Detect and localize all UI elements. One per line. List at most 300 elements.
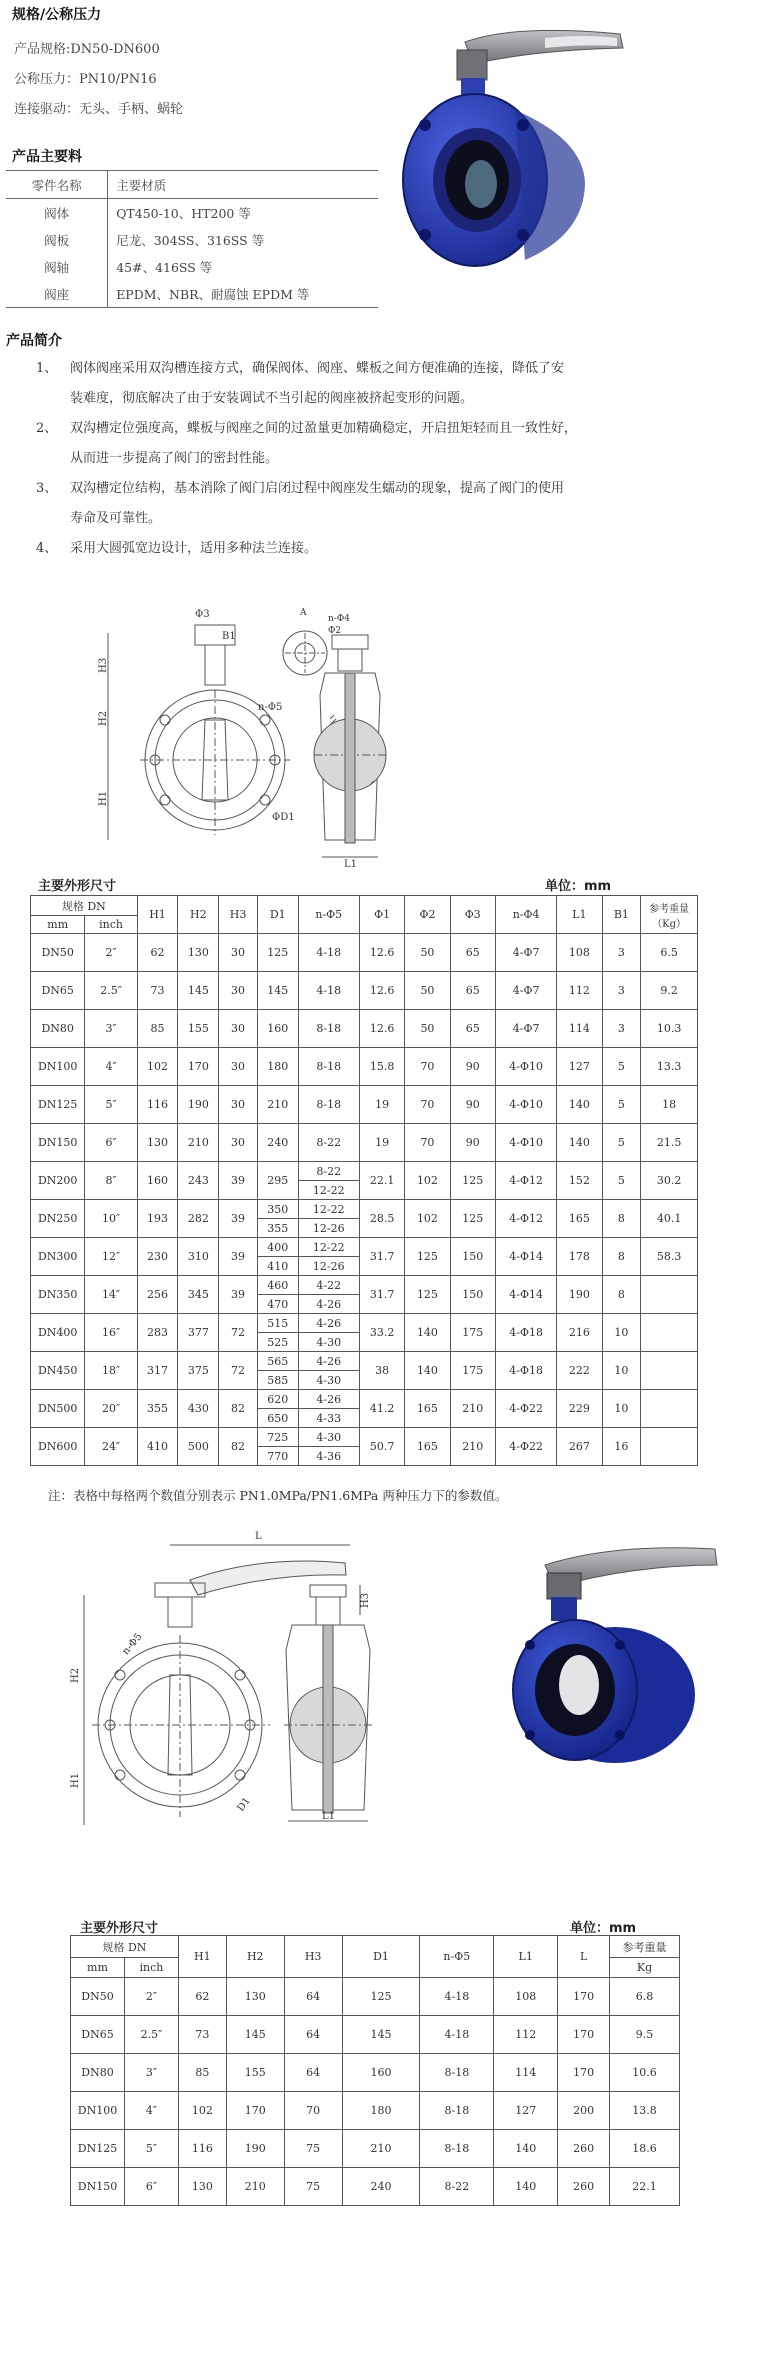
table1-cell-w — [641, 1390, 698, 1428]
table1-cell-h1: 317 — [137, 1352, 178, 1390]
table1-cell-p2: 165 — [405, 1428, 450, 1466]
table2-cell-h3: 75 — [284, 2168, 342, 2206]
table1-row — [31, 1048, 698, 1086]
table1-cell-l1: 229 — [557, 1390, 602, 1428]
table2-unit: 单位：mm — [570, 1921, 637, 1936]
table1-cell-l1: 108 — [557, 934, 602, 972]
table1-cell-w: 21.5 — [641, 1124, 698, 1162]
table1-cell-h2: 210 — [178, 1124, 219, 1162]
table1-cell-p1: 33.2 — [359, 1314, 404, 1352]
table1-cell-h2: 500 — [178, 1428, 219, 1466]
table1-cell-n4: 4-Φ18 — [495, 1314, 556, 1352]
table1-cell-dn: DN400 — [31, 1314, 85, 1352]
table1-cell-inch: 2″ — [85, 934, 137, 972]
table1-cell-n5: 4-26 — [298, 1314, 359, 1333]
table1-cell-dn: DN125 — [31, 1086, 85, 1124]
table1-cell-p2: 70 — [405, 1124, 450, 1162]
table1-cell-b1: 5 — [602, 1124, 641, 1162]
table1-cell-l1: 216 — [557, 1314, 602, 1352]
table2-caption: 主要外形尺寸 — [80, 1921, 159, 1936]
label-phi3: Φ3 — [195, 609, 210, 620]
table1-head-dn: 规格 DN — [31, 896, 138, 916]
table1-cell-d1: 770 — [257, 1447, 298, 1466]
table1-cell-dn: DN200 — [31, 1162, 85, 1200]
table2-head-h2: H2 — [226, 1936, 284, 1978]
table1-cell-l1: 190 — [557, 1276, 602, 1314]
table1-cell-b1: 8 — [602, 1238, 641, 1276]
table2-cell-weight: 10.6 — [610, 2054, 680, 2092]
table2-cell-l1: 127 — [494, 2092, 558, 2130]
table1-cell-l1: 140 — [557, 1124, 602, 1162]
spec-line-size: 产品规格:DN50-DN600 — [14, 42, 160, 57]
table1-cell-n5: 4-18 — [298, 934, 359, 972]
table1-head-phi3: Φ3 — [450, 896, 495, 934]
table2-cell-l: 170 — [558, 2016, 610, 2054]
table1-cell-dn: DN80 — [31, 1010, 85, 1048]
table1-cell-h3: 39 — [219, 1238, 258, 1276]
table1-cell-b1: 3 — [602, 1010, 641, 1048]
table1-cell-dn: DN600 — [31, 1428, 85, 1466]
table1-cell-inch: 16″ — [85, 1314, 137, 1352]
table1-cell-dn: DN300 — [31, 1238, 85, 1276]
materials-header-material: 主要材质 — [108, 171, 378, 199]
materials-material: QT450-10、HT200 等 — [116, 205, 251, 221]
table2-cell-n5: 8-18 — [420, 2054, 494, 2092]
table1-cell-w — [641, 1314, 698, 1352]
intro-num: 3、 — [36, 481, 58, 496]
table1-note: 注：表格中每格两个数值分别表示 PN1.0MPa/PN1.6MPa 两种压力下的参数值。 — [48, 1488, 508, 1503]
table1-cell-h2: 310 — [178, 1238, 219, 1276]
table1-cell-inch: 10″ — [85, 1200, 137, 1238]
intro-line: 双沟槽定位强度高，蝶板与阀座之间的过盈量更加精确稳定，开启扭矩轻而且一致性好， — [70, 421, 578, 436]
table2-cell-h1: 130 — [178, 2168, 226, 2206]
table2-cell-weight: 22.1 — [610, 2168, 680, 2206]
table1-cell-n4: 4-Φ10 — [495, 1086, 556, 1124]
table2-cell-weight: 18.6 — [610, 2130, 680, 2168]
table1-cell-h1: 230 — [137, 1238, 178, 1276]
table1-cell-h1: 130 — [137, 1124, 178, 1162]
table1-cell-dn: DN65 — [31, 972, 85, 1010]
intro-line: 采用大圆弧宽边设计，适用多种法兰连接。 — [70, 541, 318, 556]
table2-cell-l: 200 — [558, 2092, 610, 2130]
table1-cell-n5: 12-22 — [298, 1238, 359, 1257]
table2-cell-h2: 210 — [226, 2168, 284, 2206]
table1-cell-p3: 65 — [450, 972, 495, 1010]
table1-cell-d1: 400 — [257, 1238, 298, 1257]
table1-cell-d1: 355 — [257, 1219, 298, 1238]
table1-cell-h2: 155 — [178, 1010, 219, 1048]
table1-cell-h2: 377 — [178, 1314, 219, 1352]
table1-cell-d1: 725 — [257, 1428, 298, 1447]
materials-row — [6, 226, 378, 253]
table1-cell-inch: 6″ — [85, 1124, 137, 1162]
table2-row — [71, 1978, 680, 2016]
table1-cell-n5: 4-26 — [298, 1390, 359, 1409]
table1-cell-d1: 410 — [257, 1257, 298, 1276]
table1-cell-p3: 210 — [450, 1390, 495, 1428]
table1-cell-h3: 39 — [219, 1276, 258, 1314]
table1-head-h2: H2 — [178, 896, 219, 934]
table2-cell-h2: 155 — [226, 2054, 284, 2092]
table1-cell-inch: 18″ — [85, 1352, 137, 1390]
table1-cell-l1: 267 — [557, 1428, 602, 1466]
table1-cell-p2: 165 — [405, 1390, 450, 1428]
table1-cell-h2: 190 — [178, 1086, 219, 1124]
table1-cell-p3: 175 — [450, 1352, 495, 1390]
table1-head-n5: n-Φ5 — [298, 896, 359, 934]
table1-cell-p2: 140 — [405, 1352, 450, 1390]
table2-head-kg: Kg — [610, 1958, 680, 1978]
table2-cell-l1: 108 — [494, 1978, 558, 2016]
table1-cell-dn: DN500 — [31, 1390, 85, 1428]
table1-cell-w: 58.3 — [641, 1238, 698, 1276]
table1-cell-w: 18 — [641, 1086, 698, 1124]
table1-cell-l1: 178 — [557, 1238, 602, 1276]
table1-cell-p3: 65 — [450, 934, 495, 972]
table1-cell-d1: 295 — [257, 1162, 298, 1200]
table1-cell-d1: 470 — [257, 1295, 298, 1314]
table1-cell-p3: 210 — [450, 1428, 495, 1466]
table1-cell-dn: DN350 — [31, 1276, 85, 1314]
table1-cell-h2: 243 — [178, 1162, 219, 1200]
table2-cell-d1: 180 — [342, 2092, 420, 2130]
table1-row — [31, 1428, 698, 1447]
table1-cell-b1: 5 — [602, 1048, 641, 1086]
spec-title: 规格/公称压力 — [12, 7, 102, 23]
table1-cell-n4: 4-Φ12 — [495, 1162, 556, 1200]
table1-cell-w — [641, 1276, 698, 1314]
table1-cell-n5: 12-26 — [298, 1257, 359, 1276]
table1-cell-d1: 565 — [257, 1352, 298, 1371]
table1-cell-n5: 12-26 — [298, 1219, 359, 1238]
table1-cell-d1: 160 — [257, 1010, 298, 1048]
table1-cell-inch: 14″ — [85, 1276, 137, 1314]
table1-cell-h2: 170 — [178, 1048, 219, 1086]
table2-cell-h3: 70 — [284, 2092, 342, 2130]
intro-line-cont: 寿命及可靠性。 — [70, 511, 162, 526]
table2-row — [71, 2092, 680, 2130]
table2-head-l: L — [558, 1936, 610, 1978]
technical-drawing-2 — [70, 1525, 430, 1825]
table1-cell-n4: 4-Φ10 — [495, 1124, 556, 1162]
table1-row — [31, 1010, 698, 1048]
table2-cell-h2: 190 — [226, 2130, 284, 2168]
table1-head-mm: mm — [31, 916, 85, 934]
table1-body — [31, 934, 698, 1466]
table1-cell-h2: 282 — [178, 1200, 219, 1238]
table1-cell-n4: 4-Φ14 — [495, 1276, 556, 1314]
table2-cell-d1: 240 — [342, 2168, 420, 2206]
intro-item — [0, 534, 780, 564]
label2-h2: H2 — [70, 1667, 81, 1683]
table2-cell-h3: 64 — [284, 2016, 342, 2054]
table1-cell-h1: 193 — [137, 1200, 178, 1238]
table2-head-weight: 参考重量 — [610, 1936, 680, 1958]
table1-cell-n4: 4-Φ22 — [495, 1390, 556, 1428]
table1-cell-inch: 3″ — [85, 1010, 137, 1048]
table2-head-inch: inch — [124, 1958, 178, 1978]
materials-part: 阀座 — [6, 280, 108, 308]
table2-cell-dn: DN50 — [71, 1978, 125, 2016]
table2-cell-n5: 8-22 — [420, 2168, 494, 2206]
table1-cell-w: 10.3 — [641, 1010, 698, 1048]
table1-cell-dn: DN100 — [31, 1048, 85, 1086]
table2-cell-weight: 6.8 — [610, 1978, 680, 2016]
table2-cell-inch: 2″ — [124, 1978, 178, 2016]
table2-cell-dn: DN65 — [71, 2016, 125, 2054]
materials-row — [6, 280, 378, 308]
table1-cell-w: 6.5 — [641, 934, 698, 972]
table2-cell-d1: 125 — [342, 1978, 420, 2016]
table1-cell-h2: 375 — [178, 1352, 219, 1390]
table2-cell-dn: DN150 — [71, 2168, 125, 2206]
table1-cell-p1: 41.2 — [359, 1390, 404, 1428]
table1-cell-inch: 4″ — [85, 1048, 137, 1086]
table1-cell-h3: 72 — [219, 1314, 258, 1352]
table1-cell-p2: 140 — [405, 1314, 450, 1352]
table1-cell-d1: 210 — [257, 1086, 298, 1124]
label-h3: H3 — [98, 657, 109, 673]
table1-cell-p1: 19 — [359, 1086, 404, 1124]
table1-cell-h1: 256 — [137, 1276, 178, 1314]
table2-cell-h1: 73 — [178, 2016, 226, 2054]
materials-row — [6, 199, 378, 227]
intro-num: 1、 — [36, 361, 58, 376]
table1-cell-n5: 8-22 — [298, 1124, 359, 1162]
table1-cell-h3: 30 — [219, 1010, 258, 1048]
table1-cell-l1: 222 — [557, 1352, 602, 1390]
table1-cell-dn: DN250 — [31, 1200, 85, 1238]
materials-part: 阀板 — [6, 226, 108, 253]
table1-cell-p2: 102 — [405, 1162, 450, 1200]
table1-row — [31, 1124, 698, 1162]
table1-cell-p3: 125 — [450, 1200, 495, 1238]
table1-cell-n4: 4-Φ7 — [495, 1010, 556, 1048]
label-b1: B1 — [222, 631, 236, 642]
table1-cell-inch: 2.5″ — [85, 972, 137, 1010]
table1-cell-d1: 515 — [257, 1314, 298, 1333]
table1-cell-p2: 102 — [405, 1200, 450, 1238]
spec-line-pressure: 公称压力：PN10/PN16 — [14, 72, 157, 87]
table2-cell-l: 170 — [558, 1978, 610, 2016]
table1-head-inch: inch — [85, 916, 137, 934]
table1-cell-inch: 20″ — [85, 1390, 137, 1428]
table1-cell-h3: 82 — [219, 1390, 258, 1428]
table1-cell-p2: 70 — [405, 1048, 450, 1086]
table2-cell-l1: 112 — [494, 2016, 558, 2054]
table1-cell-p3: 90 — [450, 1048, 495, 1086]
table1-cell-h2: 130 — [178, 934, 219, 972]
table2-cell-n5: 4-18 — [420, 2016, 494, 2054]
table1-cell-p3: 150 — [450, 1276, 495, 1314]
table1-cell-n5: 4-30 — [298, 1371, 359, 1390]
table2-cell-n5: 8-18 — [420, 2092, 494, 2130]
label-n-phi4: n-Φ4 — [328, 614, 350, 624]
label2-l1: L1 — [322, 1811, 336, 1822]
technical-drawing-1 — [100, 595, 430, 870]
table2-cell-inch: 6″ — [124, 2168, 178, 2206]
materials-material: 45#、416SS 等 — [116, 259, 213, 275]
table1-cell-b1: 8 — [602, 1276, 641, 1314]
table1-cell-n5: 12-22 — [298, 1181, 359, 1200]
table1-cell-p1: 22.1 — [359, 1162, 404, 1200]
table1-cell-b1: 5 — [602, 1162, 641, 1200]
intro-line-cont: 装难度，彻底解决了由于安装调试不当引起的阀座被挤起变形的问题。 — [70, 391, 474, 406]
table1-cell-p1: 12.6 — [359, 934, 404, 972]
table1-cell-h3: 30 — [219, 972, 258, 1010]
table1-cell-l1: 114 — [557, 1010, 602, 1048]
label-d1: ΦD1 — [272, 812, 295, 823]
table1-cell-d1: 145 — [257, 972, 298, 1010]
table1-cell-inch: 8″ — [85, 1162, 137, 1200]
intro-line-cont: 从而进一步提高了阀门的密封性能。 — [70, 451, 279, 466]
table1-cell-dn: DN50 — [31, 934, 85, 972]
label-h1: H1 — [98, 790, 109, 806]
table1-cell-p3: 175 — [450, 1314, 495, 1352]
table1-cell-p1: 50.7 — [359, 1428, 404, 1466]
table1-cell-p2: 50 — [405, 934, 450, 972]
table1-cell-p3: 90 — [450, 1124, 495, 1162]
materials-part: 阀轴 — [6, 253, 108, 280]
table2-head-d1: D1 — [342, 1936, 420, 1978]
table1-cell-n5: 4-26 — [298, 1295, 359, 1314]
table1-cell-d1: 650 — [257, 1409, 298, 1428]
intro-line: 双沟槽定位结构，基本消除了阀门启闭过程中阀座发生蠕动的现象，提高了阀门的使用 — [70, 481, 565, 496]
table1-cell-w: 13.3 — [641, 1048, 698, 1086]
table2-cell-h1: 62 — [178, 1978, 226, 2016]
table2-cell-h2: 130 — [226, 1978, 284, 2016]
table1-cell-b1: 10 — [602, 1314, 641, 1352]
table2-cell-l1: 140 — [494, 2168, 558, 2206]
table2-head-n5: n-Φ5 — [420, 1936, 494, 1978]
intro-line: 阀体阀座采用双沟槽连接方式，确保阀体、阀座、蝶板之间方便准确的连接，降低了安 — [70, 361, 565, 376]
table1-cell-h3: 30 — [219, 934, 258, 972]
table1-cell-dn: DN150 — [31, 1124, 85, 1162]
label-phi2: Φ2 — [328, 626, 342, 636]
table1-cell-n4: 4-Φ22 — [495, 1428, 556, 1466]
label-n-phi5: n-Φ5 — [258, 702, 283, 713]
table1-cell-p3: 65 — [450, 1010, 495, 1048]
intro-title: 产品简介 — [6, 333, 62, 349]
table1-cell-n5: 4-33 — [298, 1409, 359, 1428]
intro-item — [0, 354, 780, 384]
label2-d1: D1 — [235, 1795, 253, 1814]
table1-cell-h2: 430 — [178, 1390, 219, 1428]
table1-cell-p2: 50 — [405, 1010, 450, 1048]
table1-row — [31, 1276, 698, 1295]
label2-h3: H3 — [360, 1592, 371, 1608]
table1-cell-b1: 10 — [602, 1390, 641, 1428]
table1-cell-n4: 4-Φ7 — [495, 972, 556, 1010]
table1-cell-inch: 24″ — [85, 1428, 137, 1466]
table1-cell-n4: 4-Φ14 — [495, 1238, 556, 1276]
table1-cell-p3: 90 — [450, 1086, 495, 1124]
table1-cell-w: 9.2 — [641, 972, 698, 1010]
label2-n-phi5: n-Φ5 — [120, 1631, 145, 1658]
materials-material: EPDM、NBR、耐腐蚀 EPDM 等 — [108, 280, 378, 308]
table1-cell-h1: 160 — [137, 1162, 178, 1200]
table2-cell-l: 170 — [558, 2054, 610, 2092]
materials-material: 尼龙、304SS、316SS 等 — [116, 232, 265, 248]
materials-title: 产品主要料 — [12, 149, 82, 165]
materials-header-part: 零件名称 — [6, 171, 108, 199]
table1-unit: 单位：mm — [545, 879, 612, 894]
table1-cell-n5: 8-18 — [298, 1010, 359, 1048]
table2-cell-weight: 13.8 — [610, 2092, 680, 2130]
table2-cell-l1: 114 — [494, 2054, 558, 2092]
table2-cell-n5: 8-18 — [420, 2130, 494, 2168]
table2-cell-h1: 116 — [178, 2130, 226, 2168]
label-h2: H2 — [98, 710, 109, 726]
table2-cell-h3: 64 — [284, 2054, 342, 2092]
table1-cell-d1: 585 — [257, 1371, 298, 1390]
table1-cell-d1: 525 — [257, 1333, 298, 1352]
table1-cell-b1: 3 — [602, 972, 641, 1010]
table2-cell-l1: 140 — [494, 2130, 558, 2168]
materials-header-row — [6, 171, 378, 199]
table1-cell-h3: 39 — [219, 1200, 258, 1238]
table1-cell-n5: 4-36 — [298, 1447, 359, 1466]
table2-head-h1: H1 — [178, 1936, 226, 1978]
table1-cell-inch: 5″ — [85, 1086, 137, 1124]
table1-cell-h1: 410 — [137, 1428, 178, 1466]
table2-cell-dn: DN125 — [71, 2130, 125, 2168]
table1-cell-d1: 620 — [257, 1390, 298, 1409]
table1-cell-n5: 4-18 — [298, 972, 359, 1010]
table2-cell-inch: 2.5″ — [124, 2016, 178, 2054]
table1-head-n4: n-Φ4 — [495, 896, 556, 934]
table1-cell-n4: 4-Φ7 — [495, 934, 556, 972]
table1-cell-d1: 240 — [257, 1124, 298, 1162]
table1-row — [31, 1162, 698, 1181]
table1-cell-p3: 150 — [450, 1238, 495, 1276]
table1-cell-b1: 16 — [602, 1428, 641, 1466]
table1-head-b1: B1 — [602, 896, 641, 934]
table1-cell-b1: 8 — [602, 1200, 641, 1238]
table1-cell-n5: 4-26 — [298, 1352, 359, 1371]
table1-row — [31, 1086, 698, 1124]
table1-cell-h3: 30 — [219, 1086, 258, 1124]
table1-cell-l1: 140 — [557, 1086, 602, 1124]
intro-list — [0, 354, 780, 564]
table2-cell-inch: 5″ — [124, 2130, 178, 2168]
table1-cell-d1: 125 — [257, 934, 298, 972]
table1-cell-l1: 112 — [557, 972, 602, 1010]
table1-cell-h3: 72 — [219, 1352, 258, 1390]
table1-cell-p1: 28.5 — [359, 1200, 404, 1238]
intro-num: 4、 — [36, 541, 58, 556]
table1-cell-h1: 85 — [137, 1010, 178, 1048]
table2-cell-h1: 102 — [178, 2092, 226, 2130]
table2-cell-h2: 145 — [226, 2016, 284, 2054]
table2-cell-h1: 85 — [178, 2054, 226, 2092]
table1-row — [31, 972, 698, 1010]
table2-cell-h2: 170 — [226, 2092, 284, 2130]
table1-cell-dn: DN450 — [31, 1352, 85, 1390]
table2-cell-h3: 75 — [284, 2130, 342, 2168]
table2-cell-h3: 64 — [284, 1978, 342, 2016]
label-a: A — [300, 608, 307, 618]
table1-cell-h3: 30 — [219, 1048, 258, 1086]
intro-item — [0, 414, 780, 444]
table2-cell-dn: DN80 — [71, 2054, 125, 2092]
table1-cell-p1: 38 — [359, 1352, 404, 1390]
table1-cell-n5: 12-22 — [298, 1200, 359, 1219]
table2-head-l1: L1 — [494, 1936, 558, 1978]
table2-head-mm: mm — [71, 1958, 125, 1978]
table1-cell-h3: 82 — [219, 1428, 258, 1466]
table1-cell-n5: 4-30 — [298, 1428, 359, 1447]
